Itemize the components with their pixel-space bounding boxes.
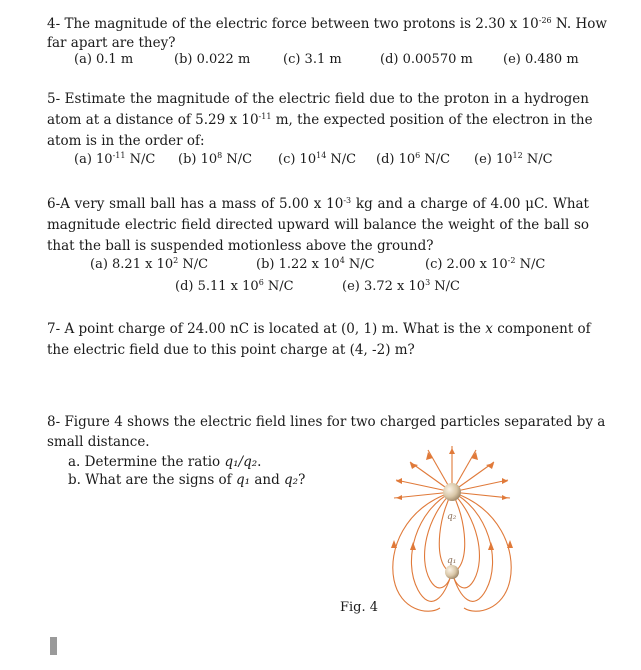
q7-line1: 7- A point charge of 24.00 nC is located at (0, 1) m. What is the x component of	[47, 321, 591, 337]
q4-option-c: (c) 3.1 m	[283, 52, 342, 67]
q4-option-e: (e) 0.480 m	[503, 52, 579, 67]
q6-option-b: (b) 1.22 x $10^4$ N/C	[256, 256, 375, 272]
q5-option-d: (d) $10^6$ N/C	[376, 151, 451, 167]
q4-option-a: (a) 0.1 m	[74, 52, 134, 67]
q6-option-d: (d) 5.11 x $10^6$ N/C	[175, 278, 294, 294]
q4-option-d: (d) 0.00570 m	[380, 52, 473, 67]
q6-option-c: (c) 2.00 x $10^{-2}$ N/C	[425, 256, 546, 272]
q8-line1: 8- Figure 4 shows the electric field lines for two charged particles separated by a	[47, 414, 606, 430]
arrowhead	[410, 542, 416, 550]
figure-caption: Fig. 4	[340, 600, 379, 615]
q4-line1: 4- The magnitude of the electric force between two protons is 2.30 x $10^{-26}$ N. How	[47, 16, 607, 32]
arrowhead	[488, 542, 494, 550]
page-marker	[50, 637, 57, 655]
q8-line2: small distance.	[47, 434, 150, 450]
field-lines	[393, 446, 511, 611]
q6-line3: that the ball is suspended motionless above the ground?	[47, 238, 434, 254]
q5-option-b: (b) $10^8$ N/C	[178, 151, 253, 167]
q8-part-a: a. Determine the ratio q₁/q₂.	[68, 454, 262, 470]
q4-line2: far apart are they?	[47, 35, 176, 51]
q5-line1: 5- Estimate the magnitude of the electric field due to the proton in a hydrogen	[47, 91, 589, 107]
arrowhead	[502, 478, 508, 484]
charge-q1	[445, 565, 459, 579]
arrowhead	[449, 448, 455, 454]
arrowhead	[410, 463, 418, 469]
label-q2: q₂	[447, 512, 457, 522]
q7-line2: the electric field due to this point charge at (4, -2) m?	[47, 342, 415, 358]
q6-line2: magnitude electric field directed upward will balance the weight of the ball so	[47, 217, 589, 233]
label-q1: q₁	[447, 556, 457, 566]
charge-q2	[443, 483, 461, 501]
q5-option-c: (c) $10^{14}$ N/C	[278, 151, 357, 167]
field-lines-figure	[388, 440, 523, 620]
q5-line2: atom at a distance of 5.29 x $10^{-11}$ m, the expected position of the electron in the	[47, 112, 593, 128]
q5-line3: atom is in the order of:	[47, 133, 205, 149]
arrowhead	[486, 463, 494, 469]
q5-option-e: (e) $10^{12}$ N/C	[474, 151, 553, 167]
q5-option-a: (a) $10^{-11}$ N/C	[74, 151, 156, 167]
q6-option-e: (e) 3.72 x $10^3$ N/C	[342, 278, 460, 294]
q6-line1: 6-A very small ball has a mass of 5.00 x $10^{-3}$ kg and a charge of 4.00 μC. What	[47, 196, 589, 212]
q4-option-b: (b) 0.022 m	[174, 52, 251, 67]
arrowhead	[396, 478, 402, 484]
q8-part-b: b. What are the signs of q₁ and q₂?	[68, 472, 306, 488]
q6-option-a: (a) 8.21 x $10^2$ N/C	[90, 256, 209, 272]
